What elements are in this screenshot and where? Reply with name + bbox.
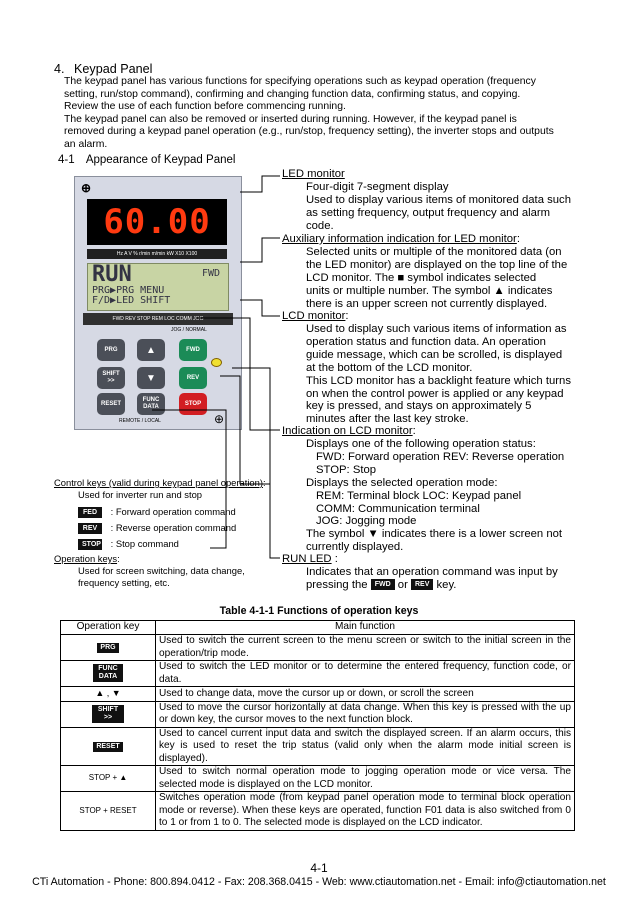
callout-led-monitor — [240, 176, 280, 192]
func-data-key[interactable]: FUNC DATA — [137, 393, 165, 415]
callout-indication-lcd — [196, 318, 280, 430]
reset-key-badge: RESET — [93, 742, 122, 752]
callout-run-led — [232, 368, 280, 558]
rev-key[interactable]: REV — [179, 367, 207, 389]
text-line: code. — [306, 219, 334, 232]
lcd-monitor-block: LCD monitor: — [282, 310, 349, 322]
text-line: minutes after the last key stroke. — [306, 413, 469, 426]
up-key[interactable]: ▲ — [137, 339, 165, 361]
text-line: Indicates that an operation command was input by — [306, 566, 558, 578]
control-keys-block: Control keys (valid during keypad panel operation): Used for inverter run and stop — [54, 477, 266, 500]
section-number: 4. — [54, 62, 65, 76]
text-line: operation status and function data. An operation — [306, 335, 546, 348]
led-monitor-display: 60.00 — [87, 199, 227, 245]
fwd-key-badge: FWD — [371, 579, 395, 590]
stop-reset-key-badge: STOP + RESET — [79, 805, 137, 815]
table-row — [61, 727, 575, 766]
prg-key-badge: PRG — [97, 643, 118, 653]
table-row — [61, 661, 575, 687]
text-line: Selected units or multiple of the monitored data (on — [306, 246, 562, 258]
function-cell: Switches operation mode (from keypad panel operation mode to terminal block operation mode or reverse). When these keys are operated, function F01 data is also switched from 0 to 1 or from 1 to 0. The selected mode is displayed on the LCD indicator. — [156, 792, 575, 831]
table-row — [61, 701, 575, 727]
remote-local-label: REMOTE / LOCAL — [119, 418, 161, 424]
function-cell: Used to change data, move the cursor up or down, or scroll the screen — [156, 687, 575, 702]
func-data-key-badge: FUNC DATA — [93, 664, 123, 682]
text-line: The symbol ▼ indicates there is a lower screen not — [306, 528, 563, 541]
function-cell: Used to switch the current screen to the menu screen or switch to the initial screen in the operation/trip mode. — [156, 635, 575, 661]
stop-up-key-badge: STOP + ▲ — [88, 773, 128, 783]
fwd-key-badge: FED — [78, 507, 102, 518]
control-key-item: REV : Reverse operation command — [78, 520, 236, 536]
lcd-fwd-text: FWD — [201, 268, 220, 279]
text-line: Used to display various items of monitored data such — [306, 193, 571, 206]
function-cell: Used to move the cursor horizontally at data change. When this key is pressed with the up or down key, the cursor moves to the next function block. — [156, 701, 575, 727]
text-line: as setting frequency, output frequency and alarm — [306, 206, 551, 219]
control-keys-subtitle: Used for inverter run and stop — [78, 489, 203, 500]
lcd-mode-bar: FWD REV STOP REM LOC COMM JOG — [83, 313, 233, 325]
rev-key-badge: REV — [411, 579, 433, 590]
led-monitor-block — [282, 168, 345, 181]
stop-key-badge: STOP — [78, 539, 102, 550]
text-line: JOG: Jogging mode — [316, 515, 417, 528]
text-line: frequency setting, etc. — [78, 577, 170, 588]
reset-key[interactable]: RESET — [97, 393, 125, 415]
subsection-number: 4-1 — [58, 154, 75, 166]
key-cell — [61, 766, 156, 792]
run-led-description — [306, 566, 584, 592]
key-cell — [61, 687, 156, 702]
text-line: the LED monitor) are displayed on the top line of the — [306, 258, 568, 271]
table-row — [61, 687, 575, 702]
indication-lcd-block: Indication on LCD monitor: — [282, 425, 416, 437]
text-line: REM: Terminal block LOC: Keypad panel — [316, 489, 522, 502]
footer-contact: CTi Automation - Phone: 800.894.0412 - Fax: 208.368.0415 - Web: www.ctiautomation.net - Email: info@ctiautomation.net — [32, 876, 606, 888]
text-line: Used for screen switching, data change, — [78, 565, 245, 576]
led-monitor-description — [306, 181, 584, 233]
text-line: This LCD monitor has a backlight feature which turns — [306, 374, 571, 387]
intro-line: removed during a keypad panel operation (e.g., run/stop, frequency setting), the inverter stops and outputs — [64, 126, 554, 138]
intro-line: The keypad panel can also be removed or inserted during running. However, if the keypad panel is — [64, 113, 517, 125]
aux-indication-title: Auxiliary information indication for LED monitor — [282, 233, 517, 245]
table-header: Main function — [156, 621, 575, 635]
intro-line: The keypad panel has various functions for specifying operations such as keypad operation (frequency — [64, 76, 536, 87]
screw-icon: ⊕ — [81, 181, 92, 195]
text-line: Displays one of the following operation status: — [306, 438, 536, 450]
control-keys-title: Control keys (valid during keypad panel operation) — [54, 477, 263, 488]
text-line: Used to display such various items of information as — [306, 323, 567, 335]
stop-key[interactable]: STOP — [179, 393, 207, 415]
intro-line: Review the use of each function before commencing running. — [64, 101, 346, 113]
callout-control-keys-vert — [220, 376, 240, 484]
shift-key[interactable]: SHIFT >> — [97, 367, 125, 389]
table-header: Operation key — [61, 621, 156, 635]
led-monitor-title: LED monitor — [282, 168, 345, 180]
text-line: at the bottom of the LCD monitor. — [306, 361, 473, 374]
jog-normal-label: JOG / NORMAL — [171, 327, 207, 333]
key-cell — [61, 792, 156, 831]
led-units-row: Hz A V % r/min m/min kW X10 X100 — [87, 249, 227, 259]
table-row — [61, 635, 575, 661]
function-cell: Used to cancel current input data and switch the displayed screen. If an alarm occurs, this key is used to reset the trip status (valid only when the alarm mode initial screen is displayed). — [156, 727, 575, 766]
function-cell: Used to switch normal operation mode to jogging operation mode or vice versa. The selected mode is displayed on the LCD monitor. — [156, 766, 575, 792]
table-caption: Table 4-1-1 Functions of operation keys — [219, 605, 419, 617]
text-line: pressing the FWD or REV key. — [306, 578, 457, 591]
subsection-title: Appearance of Keypad Panel — [85, 154, 236, 166]
control-keys-list — [78, 504, 236, 552]
down-key[interactable]: ▼ — [137, 367, 165, 389]
indication-lcd-description — [306, 438, 584, 554]
key-cell — [61, 701, 156, 727]
operation-keys-title: Operation keys — [54, 553, 118, 564]
key-cell — [61, 661, 156, 687]
aux-indication-description — [306, 246, 584, 311]
prg-key[interactable]: PRG — [97, 339, 125, 361]
callout-lcd-monitor — [240, 300, 280, 316]
intro-line: an alarm. — [64, 138, 108, 150]
lcd-line-3: F/D▶LED SHIFT — [92, 295, 171, 306]
lcd-monitor-title: LCD monitor — [282, 310, 346, 322]
up-down-key-badge: ▲ , ▼ — [95, 688, 121, 698]
table-row — [61, 766, 575, 792]
run-led-block: RUN LED : — [282, 553, 338, 565]
text-line: Displays the selected operation mode: — [306, 476, 498, 489]
text-line: units or multiple number. The symbol ▲ indicates — [306, 284, 553, 297]
text-line: STOP: Stop — [316, 463, 377, 476]
section-title: Keypad Panel — [74, 62, 153, 76]
run-led-title: RUN LED — [282, 553, 332, 565]
lcd-monitor-description — [306, 323, 584, 426]
table-header-row — [61, 621, 575, 635]
text-line: on when the control power is applied or any keypad — [306, 387, 564, 400]
text-line: FWD: Forward operation REV: Reverse operation — [316, 450, 565, 463]
indication-lcd-title: Indication on LCD monitor — [282, 425, 413, 437]
control-key-item: FED : Forward operation command — [78, 504, 236, 520]
key-cell — [61, 727, 156, 766]
function-cell: Used to switch the LED monitor or to determine the entered frequency, function code, or data. — [156, 661, 575, 687]
aux-indication-block: Auxiliary information indication for LED monitor: — [282, 233, 520, 245]
intro-line: setting, run/stop command), confirming and changing function data, confirming status, and copying. — [64, 88, 521, 100]
text-line: there is an upper screen not currently displayed. — [306, 297, 548, 310]
lcd-run-text: RUN — [92, 262, 132, 287]
lcd-line-2: PRG▶PRG MENU — [92, 285, 165, 296]
callout-aux-indication — [240, 238, 280, 262]
shift-key-badge: SHIFT >> — [92, 705, 124, 723]
operation-keys-block: Operation keys: Used for screen switching, data change, frequency setting, etc. — [54, 553, 245, 588]
operation-keys-table — [60, 620, 575, 831]
text-line: key is pressed, and stays on approximately 5 — [306, 400, 532, 413]
page-number: 4-1 — [310, 861, 328, 875]
rev-key-badge: REV — [78, 523, 102, 534]
fwd-key[interactable]: FWD — [179, 339, 207, 361]
text-line: COMM: Communication terminal — [316, 502, 480, 515]
text-line: guide message, which can be scrolled, is displayed — [306, 348, 563, 361]
table-row — [61, 792, 575, 831]
text-line: LCD monitor. The ■ symbol indicates selected — [306, 271, 537, 284]
text-line: currently displayed. — [306, 541, 404, 554]
screw-icon: ⊕ — [214, 412, 225, 426]
control-key-item: STOP : Stop command — [78, 536, 236, 552]
text-line: Four-digit 7-segment display — [306, 181, 449, 193]
key-cell — [61, 635, 156, 661]
